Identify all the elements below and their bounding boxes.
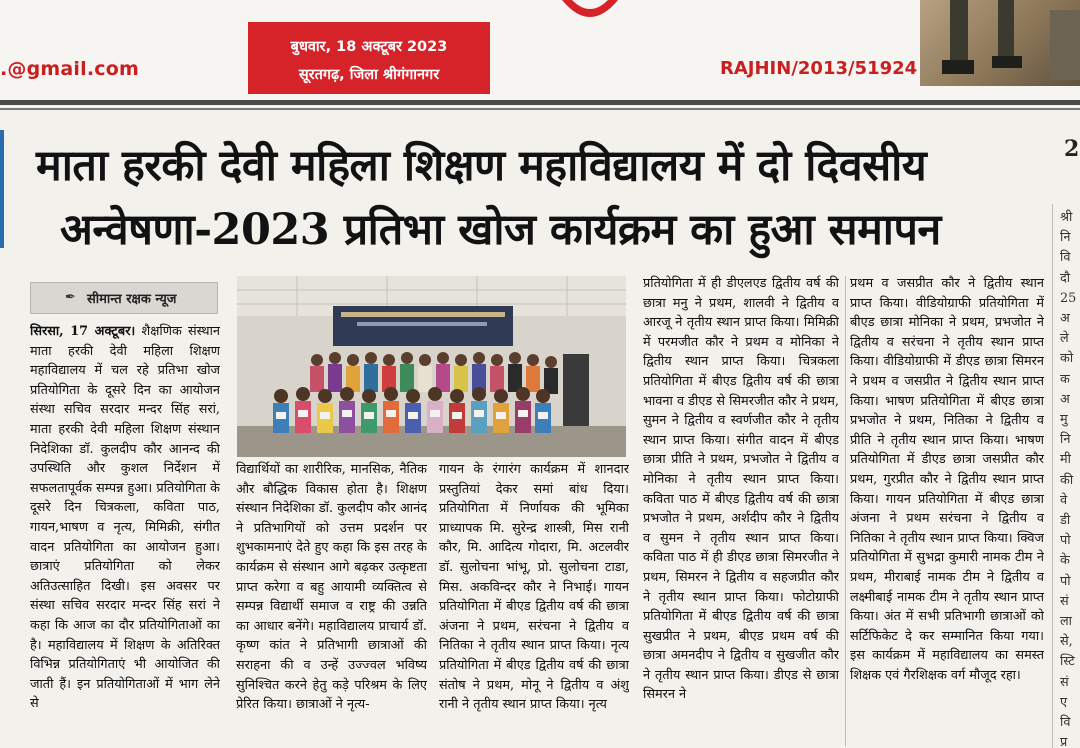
- group-photo: [237, 276, 626, 457]
- adjacent-column-fragment: सं: [1060, 674, 1069, 690]
- article-column-1: [30, 322, 220, 748]
- edition-date: बुधवार, 18 अक्टूबर 2023: [290, 39, 448, 55]
- adjacent-headline-fragment: 2: [1064, 136, 1080, 162]
- adjacent-column-fragment: के: [1060, 553, 1070, 569]
- adjacent-column-fragment: सं: [1060, 593, 1069, 609]
- adjacent-column-fragment: डी: [1060, 513, 1071, 529]
- adjacent-column-fragment: दौ: [1060, 270, 1071, 286]
- adjacent-column-fragment: ए: [1060, 694, 1068, 710]
- adjacent-column-fragment: 25: [1060, 290, 1077, 306]
- article-column-2: विद्यार्थियों का शारीरिक, मानसिक, नैतिक और बौद्धिक विकास होता है। शिक्षण संस्थान निदेशिका डॉ. कुलदीप कौर आनंद ने प्रतिभागियों को उत्तम प्रदर्शन पर शुभकामनाएं देते हुए कहा कि इस तरह के कार्यक्रम से संस्थान आगे बढ़कर उत्कृष्टता प्राप्त करेगा व बहु आयामी व्यक्तित्व से सम्पन्न विद्यार्थी समाज व राष्ट्र की उन्नति का आधार बनेंगे। महाविद्यालय प्राचार्य डॉ. कृष्ण कांत ने प्रतिभागी छात्राओं की सराहना की व उन्हें उज्ज्वल भविष्य सुनिश्चित करने हेतु कड़े परिश्रम के लिए प्रेरित किया। छात्राओं ने नृत्य-: [236, 462, 427, 713]
- adjacent-column-fragment: की: [1060, 472, 1074, 488]
- adjacent-column-fragment: स्टि: [1060, 654, 1075, 670]
- adjacent-article-column: [1060, 208, 1080, 748]
- registration-number: RAJHIN/2013/51924: [720, 58, 918, 79]
- adjacent-column-fragment: पो: [1060, 573, 1071, 589]
- column-separator: [1052, 204, 1053, 748]
- adjacent-column-fragment: अ: [1060, 391, 1070, 407]
- adjacent-column-fragment: ला: [1060, 614, 1072, 630]
- edition-place: सूरतगढ़, जिला श्रीगंगानगर: [298, 67, 440, 83]
- byline-box: [30, 282, 218, 314]
- logo-fragment: [560, 0, 620, 22]
- adjacent-column-fragment: से,: [1060, 634, 1073, 650]
- headline-line-2: अन्वेषणा-2023 प्रतिभा खोज कार्यक्रम का हुआ समापन: [60, 205, 941, 255]
- masthead: [0, 0, 1080, 100]
- masthead-rule: [0, 100, 1080, 105]
- adjacent-column-fragment: अ: [1060, 311, 1070, 327]
- article-column-5: प्रथम व जसप्रीत कौर ने द्वितीय स्थान प्राप्त किया। वीडियोग्राफी प्रतियोगिता में बीएड छात्रा मोनिका ने प्रथम, प्रभजोत ने द्वितीय व सरंचना ने तृतीय स्थान प्राप्त किया। वीडियोग्राफी में डीएड छात्रा सिमरन ने प्रथम व जसप्रीत ने द्वितीय स्थान प्राप्त किया। भाषण प्रतियोगिता में बीएड छात्रा प्रभजोत ने प्रथम, नितिका ने द्वितीय व प्रीति ने तृतीय स्थान प्राप्त किया। भाषण प्रतियोगिता में डीएड छात्रा जसप्रीत कौर प्रथम, गुरप्रीत कौर ने द्वितीय स्थान प्राप्त किया। गायन प्रतियोगिता में बीएड छात्रा अंजना ने प्रथम सरंचना ने द्वितीय व नितिका ने तृतीय स्थान प्राप्त किया। क्विज प्रतियोगिता में सुभद्रा कुमारी नामक टीम ने प्रथम, मीराबाई नामक टीम ने द्वितीय व लक्ष्मीबाई नामक टीम ने तृतीय स्थान प्राप्त किया। अंत में सभी प्रतिभागी छात्राओं को सर्टिफिकेट दे कर सम्मानित किया गया। इस कार्यक्रम में महाविद्यालय का समस्त शिक्षक एवं गैरशिक्षक वर्ग मौजूद रहा।: [850, 276, 1044, 683]
- article-column-4: प्रतियोगिता में ही डीएलएड द्वितीय वर्ष की छात्रा मनु ने प्रथम, शालवी ने द्वितीय व आरजू ने तृतीय स्थान प्राप्त किया। मिमिक्री में परमजीत कौर ने प्रथम व मोनिका ने द्वितीय स्थान प्राप्त किया। चित्रकला प्रतियोगिता में बीएड द्वितीय वर्ष की छात्रा भावना व डीएड से सिमरजीत कौर ने प्रथम, सुमन ने द्वितीय व स्वर्णजीत कौर ने तृतीय स्थान प्राप्त किया। संगीत वादन में बीएड छात्रा प्रीति ने प्रथम, प्रभजोत ने द्वितीय व मोनिका ने तृतीय स्थान प्राप्त किया। कविता पाठ में बीएड द्वितीय वर्ष की छात्रा प्रभजोत ने प्रथम, अर्शदीप कौर ने द्वितीय व सुमन ने तृतीय स्थान प्राप्त किया। कविता पाठ में ही डीएड छात्रा सिमरजीत ने प्रथम, सिमरन ने द्वितीय व सहजप्रीत कौर ने तृतीय स्थान प्राप्त किया। फोटोग्राफी प्रतियोगिता में बीएड द्वितीय वर्ष की छात्रा सुखप्रीत ने प्रथम, बीएड प्रथम वर्ष की छात्रा अमनदीप ने द्वितीय व सुखजीत कौर ने तृतीय स्थान प्राप्त किया। डीएड से छात्रा सिमरन ने: [643, 276, 839, 703]
- adjacent-column-fragment: नि: [1060, 230, 1071, 246]
- masthead-photo: [920, 0, 1080, 86]
- adjacent-column-fragment: वि: [1060, 250, 1071, 266]
- article-column-3: गायन के रंगारंग कार्यक्रम में शानदार प्रस्तुतियां देकर समां बांध दिया। प्रतियोगिता में निर्णायक की भूमिका प्राध्यापक मि. सुरेन्द्र शास्त्री, मिस रानी कौर, मि. आदित्य गोदारा, मि. अटलवीर डॉ. सुलोचना भांभू, प्रो. सुलोचना टाडा, मिस. अकविन्दर कौर ने निभाई। गायन प्रतियोगिता में बीएड द्वितीय वर्ष की छात्रा अंजना ने प्रथम, सरंचना ने द्वितीय व नितिका ने तृतीय स्थान प्राप्त किया। नृत्य प्रतियोगिता में बीएड द्वितीय वर्ष की छात्रा संतोष ने प्रथम, मोनू ने द्वितीय व अंशु रानी ने तृतीय स्थान प्राप्त किया। नृत्य: [439, 462, 629, 713]
- adjacent-column-fragment: वि: [1060, 715, 1071, 731]
- byline: सीमान्त रक्षक न्यूज: [87, 292, 177, 307]
- adjacent-column-fragment: नि: [1060, 432, 1071, 448]
- column-1-text: शैक्षणिक संस्थान माता हरकी देवी महिला शिक्षण महाविद्यालय में चल रहे प्रतिभा खोज प्रतियोगिता के दूसरे दिन का आयोजन संस्था सचिव सरदार मन्दर सिंह सरां, माता हरकी देवी महिला शिक्षण संस्थान निदेशिका डॉ. कुलदीप कौर आनन्द की उपस्थिति और कुशल निर्देशन में सफलतापूर्वक सम्पन्न हुआ। प्रतियोगिता के दूसरे दिन चित्रकला, कविता पाठ, गायन,भाषण व नृत्य, मिमिक्री, संगीत वादन प्रतियोगिता का आयोजन हुआ। छात्राएं प्रतियोगिता को लेकर अतिउत्साहित दिखी। इस अवसर पर संस्था सचिव सरदार मन्दर सिंह सरां ने कहा कि आज का दौर प्रतियोगिताओं का है। महाविद्यालय में शिक्षण के अतिरिक्त विभिन्न प्रतियोगिताएं भी आयोजित की जाती हैं। इन प्रतियोगिताओं में भाग लेने से: [30, 324, 220, 712]
- adjacent-column-fragment: क: [1060, 371, 1070, 387]
- adjacent-column-fragment: श्री: [1060, 210, 1073, 225]
- adjacent-column-fragment: प्र: [1060, 735, 1068, 748]
- adjacent-column-fragment: पो: [1060, 533, 1071, 549]
- dateline: सिरसा, 17 अक्टूबर।: [30, 324, 136, 339]
- adjacent-column-fragment: ले: [1060, 331, 1069, 347]
- adjacent-column-fragment: मु: [1060, 412, 1068, 428]
- adjacent-column-fragment: को: [1060, 351, 1074, 367]
- masthead-rule-thin: [0, 108, 1080, 110]
- edition-date-box: [248, 22, 490, 94]
- adjacent-column-fragment: वे: [1060, 492, 1068, 508]
- email-address[interactable]: .@gmail.com: [0, 58, 139, 80]
- pen-icon: ✒: [65, 290, 76, 305]
- headline-line-1: माता हरकी देवी महिला शिक्षण महाविद्यालय में दो दिवसीय: [36, 141, 927, 191]
- column-separator: [845, 276, 846, 746]
- adjacent-column-fragment: मी: [1060, 452, 1071, 468]
- section-marker: [0, 130, 4, 248]
